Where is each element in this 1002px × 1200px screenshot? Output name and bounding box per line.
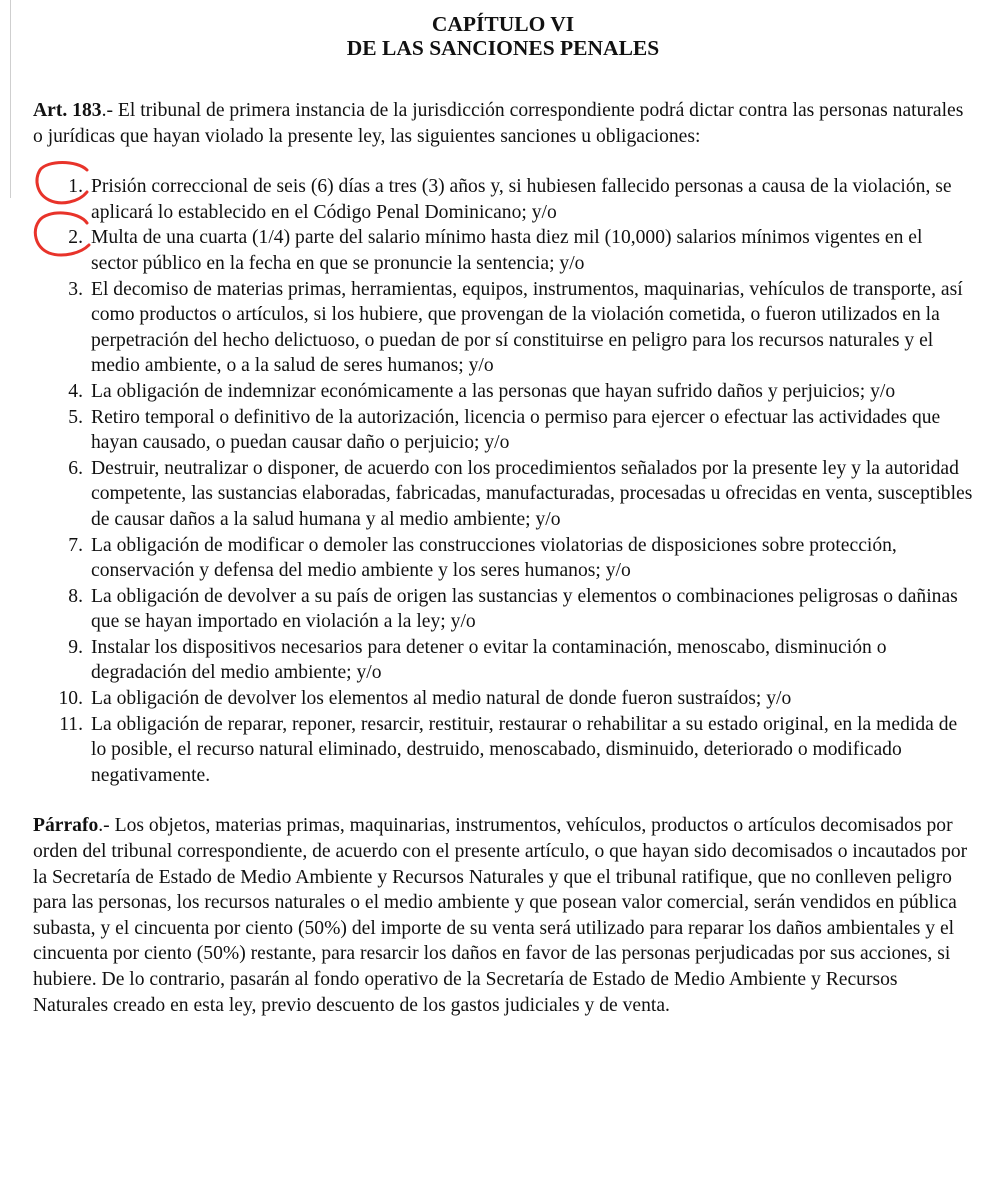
- document-page: [33, 12, 973, 1038]
- list-item: [33, 686, 973, 712]
- list-item-text: Instalar los dispositivos necesarios para detener o evitar la contaminación, menoscabo, disminución o degradación del medio ambiente; y/o: [91, 636, 887, 684]
- list-item-text: La obligación de devolver los elementos al medio natural de donde fueron sustraídos; y/o: [91, 688, 792, 710]
- list-item-text: Retiro temporal o definitivo de la autorización, licencia o permiso para ejercer o efectuar las actividades que hayan causado, o puedan causar daño o perjuicio; y/o: [91, 406, 941, 454]
- chapter-heading: CAPÍTULO VI: [431, 12, 575, 36]
- paragraph-text: .- Los objetos, materias primas, maquinarias, instrumentos, vehículos, productos o artículos decomisados por orden del tribunal correspondiente, de acuerdo con el presente artículo, o que hayan sido decomisados o incautados por la Secretaría de Estado de Medio Ambiente y Recursos Naturales y que el tribunal ratifique, que no conlleven peligro para las personas, los recursos naturales o el medio ambiente y que posean valor comercial, serán vendidos en pública subasta, y el cincuenta por ciento (50%) del importe de su venta será utilizado para reparar los daños ambientales y el cincuenta por ciento (50%) restante, para resarcir los daños en favor de las personas perjudicadas por sus acciones, si hubiere. De lo contrario, pasarán al fondo operativo de la Secretaría de Estado de Medio Ambiente y Recursos Naturales creado en esta ley, previo descuento de los gastos judiciales y de venta.: [33, 815, 968, 1016]
- list-item-number: 5.: [68, 406, 83, 428]
- list-item-number: 10.: [58, 688, 83, 710]
- list-item: [33, 635, 973, 686]
- sanctions-list: [33, 174, 973, 788]
- paragraph-label: Párrafo: [33, 815, 99, 837]
- list-item-number: 1.: [68, 176, 83, 198]
- list-item: [33, 533, 973, 584]
- chapter-subheading: DE LAS SANCIONES PENALES: [346, 36, 660, 60]
- list-item: [33, 174, 973, 225]
- article-label: Art. 183: [33, 100, 102, 121]
- list-item-text: La obligación de reparar, reponer, resarcir, restituir, restaurar o rehabilitar a su estado original, en la medida de lo posible, el recurso natural eliminado, destruido, menoscabado, disminuido, deteriorado o modificado negativamente.: [91, 713, 958, 786]
- list-item: [33, 712, 973, 789]
- chapter-title: [33, 12, 973, 60]
- list-item-number: 11.: [59, 713, 83, 735]
- list-item-text: La obligación de indemnizar económicamente a las personas que hayan sufrido daños y perjuicios; y/o: [91, 380, 896, 402]
- list-item-text: Destruir, neutralizar o disponer, de acuerdo con los procedimientos señalados por la presente ley y la autoridad competente, las sustancias elaboradas, fabricadas, manufacturadas, procesadas u ofrecidas en venta, susceptibles de causar daños a la salud humana y al medio ambiente; y/o: [91, 457, 973, 530]
- list-item-number: 9.: [68, 636, 83, 658]
- list-item: [33, 379, 973, 405]
- list-item: [33, 405, 973, 456]
- list-item: [33, 456, 973, 533]
- article-183: [33, 98, 973, 149]
- list-item-text: Prisión correccional de seis (6) días a tres (3) años y, si hubiesen fallecido personas a causa de la violación, se aplicará lo establecido en el Código Penal Dominicano; y/o: [91, 176, 952, 223]
- article-text: .- El tribunal de primera instancia de la jurisdicción correspondiente podrá dictar contra las personas naturales o jurídicas que hayan violado la presente ley, las siguientes sanciones u obligaciones:: [33, 100, 964, 147]
- list-item-text: El decomiso de materias primas, herramientas, equipos, instrumentos, maquinarias, vehículos de transporte, así como productos o artículos, si los hubiere, que provengan de la violación cometida, o fueron utilizados en la perpetración del hecho delictuoso, o puedan de por sí constituirse en peligro para los recursos naturales y el medio ambiente, o a la salud de seres humanos; y/o: [91, 278, 963, 377]
- list-item-number: 4.: [68, 380, 83, 402]
- list-item: [33, 584, 973, 635]
- list-item-text: La obligación de devolver a su país de origen las sustancias y elementos o combinaciones peligrosas o dañinas que se hayan importado en violación a la ley; y/o: [91, 585, 958, 633]
- list-item: [33, 277, 973, 379]
- page-left-edge: [0, 0, 11, 198]
- list-item-number: 3.: [68, 278, 83, 300]
- list-item-number: 6.: [68, 457, 83, 479]
- list-item-number: 7.: [68, 534, 83, 556]
- list-item-text: Multa de una cuarta (1/4) parte del salario mínimo hasta diez mil (10,000) salarios mínimos vigentes en el sector público en la fecha en que se pronuncie la sentencia; y/o: [91, 227, 923, 274]
- list-item: [33, 225, 973, 276]
- paragraph-block: [33, 813, 973, 1018]
- list-item-text: La obligación de modificar o demoler las construcciones violatorias de disposiciones sobre protección, conservación y defensa del medio ambiente y los seres humanos; y/o: [91, 534, 897, 582]
- list-item-number: 2.: [68, 227, 83, 249]
- list-item-number: 8.: [68, 585, 83, 607]
